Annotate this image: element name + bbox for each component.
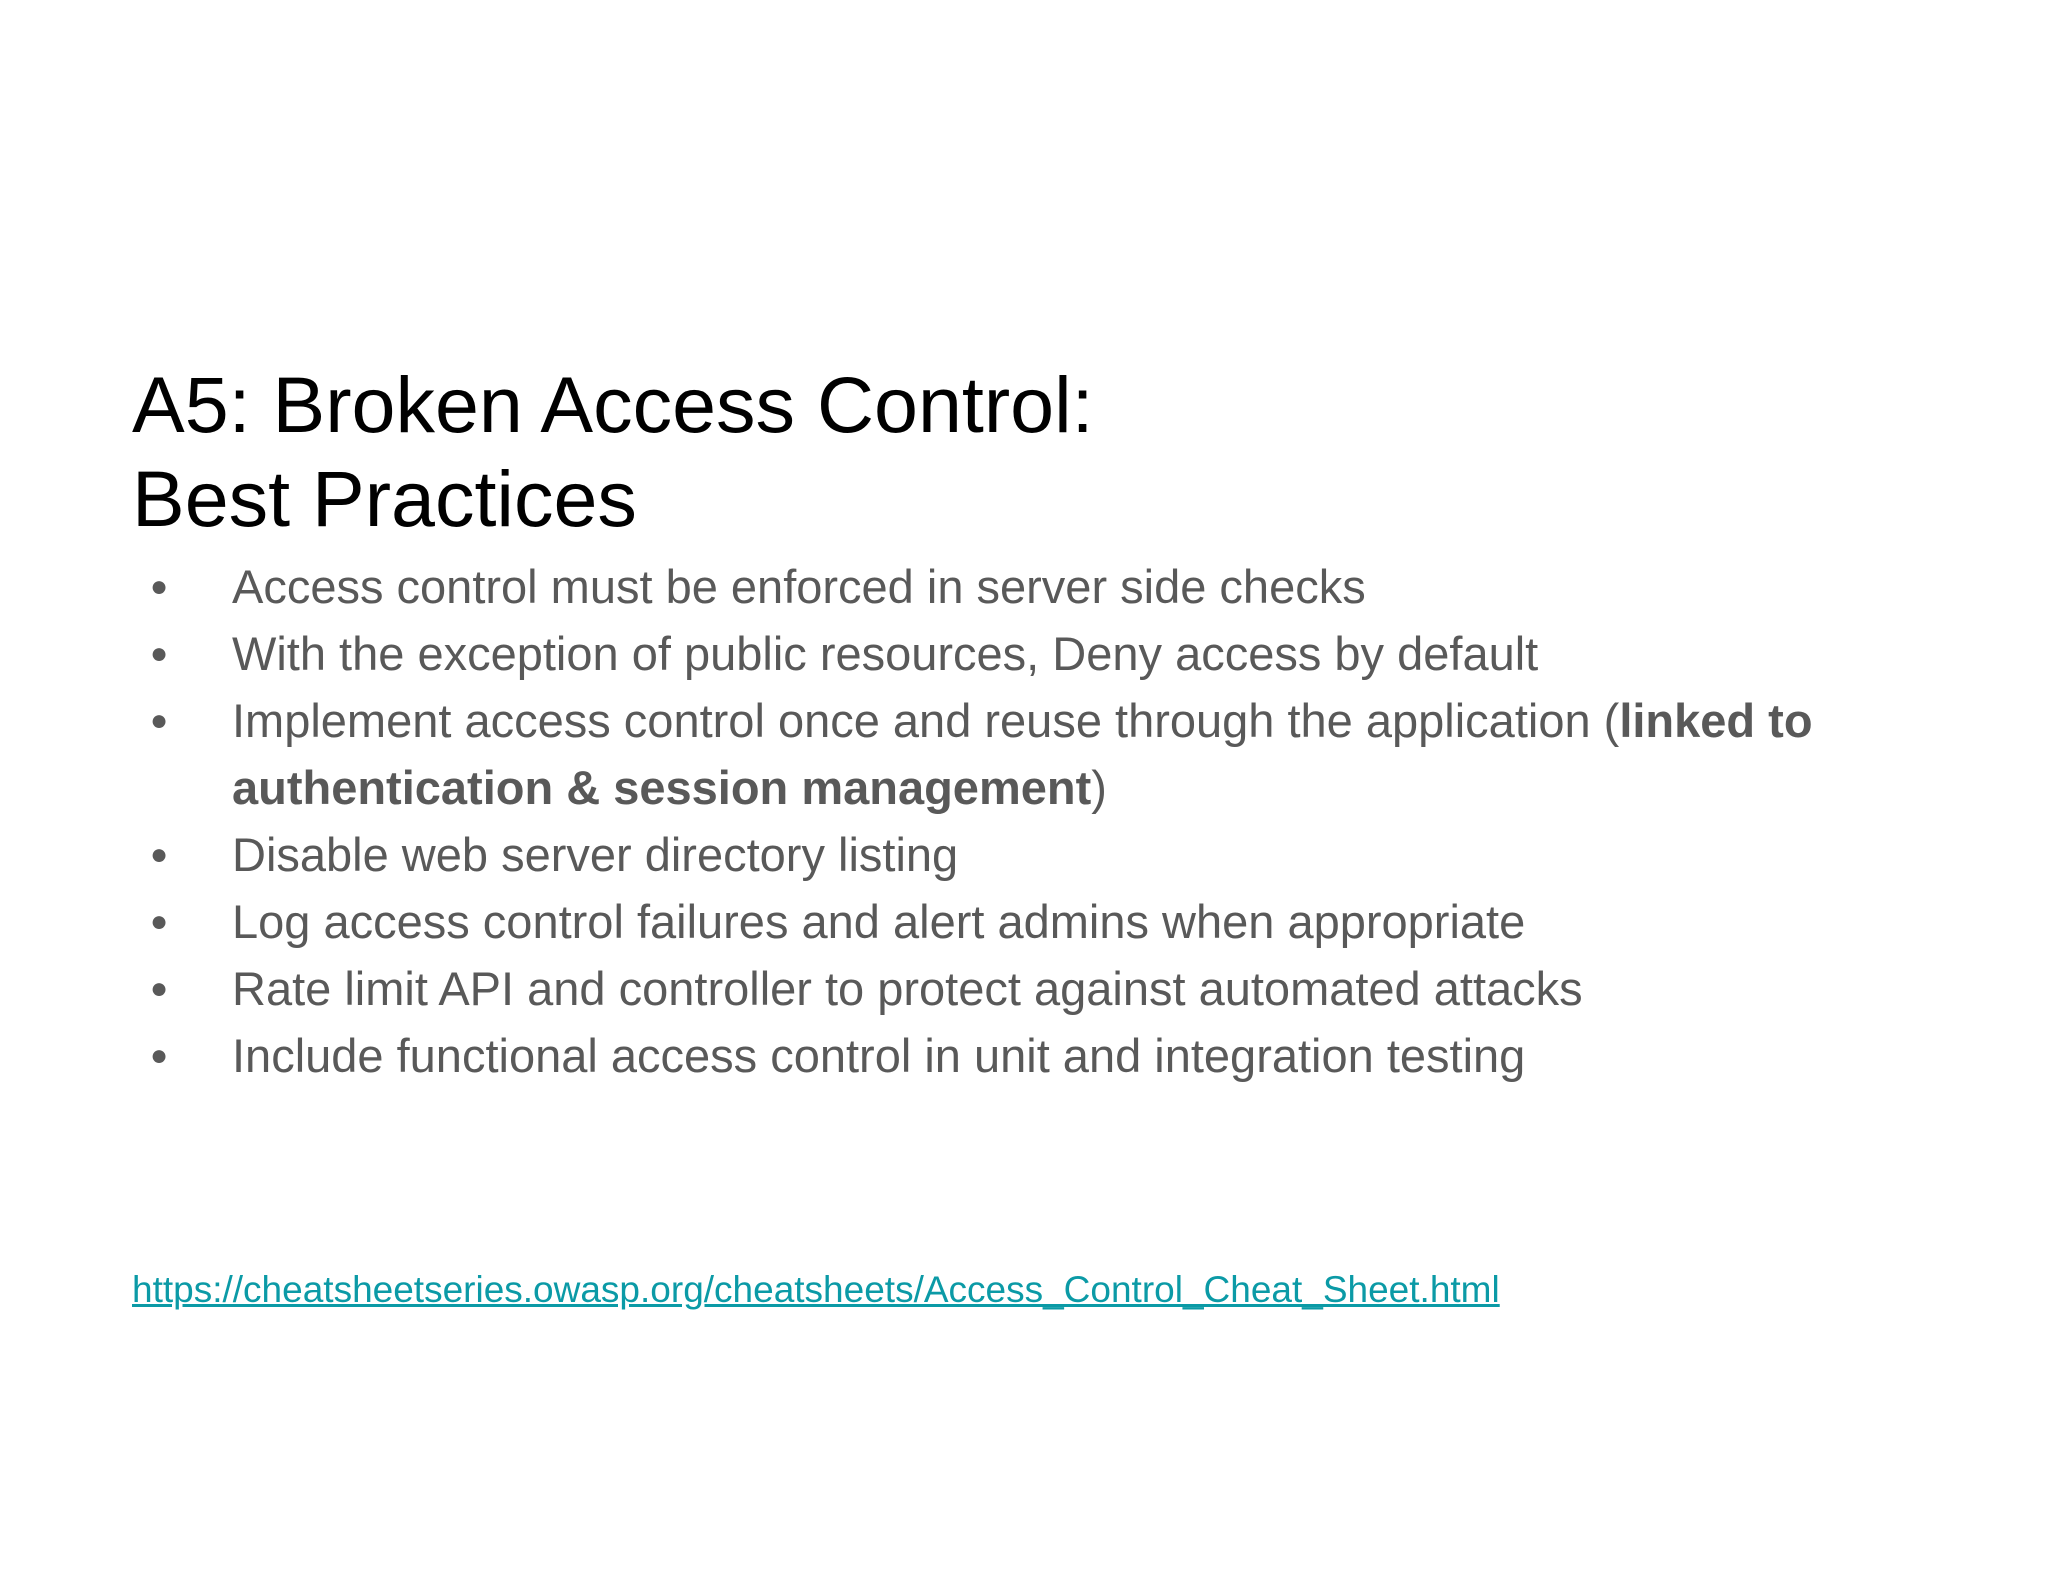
bullet-dot-icon: ● bbox=[150, 704, 169, 737]
bullet-text: Access control must be enforced in server side checks bbox=[232, 560, 1366, 613]
bullet-item bbox=[150, 620, 1950, 687]
bullet-item bbox=[150, 955, 1950, 1022]
bullet-text-bold: linked to authentication & session management bbox=[232, 694, 1813, 814]
bullet-text-end: ) bbox=[1091, 761, 1107, 814]
slide-title-line-1: A5: Broken Access Control: bbox=[132, 360, 1094, 449]
bullet-item bbox=[150, 888, 1950, 955]
slide-title bbox=[132, 358, 1094, 546]
slide-title-line-2: Best Practices bbox=[132, 454, 637, 543]
bullet-text: Rate limit API and controller to protect against automated attacks bbox=[232, 962, 1583, 1015]
bullet-item bbox=[150, 1022, 1950, 1089]
bullet-item bbox=[150, 821, 1950, 888]
bullet-dot-icon: ● bbox=[150, 570, 169, 603]
bullet-text: Implement access control once and reuse through the application ( bbox=[232, 694, 1620, 747]
bullet-text: Include functional access control in unit and integration testing bbox=[232, 1029, 1526, 1082]
bullet-dot-icon: ● bbox=[150, 838, 169, 871]
bullet-text: With the exception of public resources, Deny access by default bbox=[232, 627, 1539, 680]
bullet-dot-icon: ● bbox=[150, 972, 169, 1005]
owasp-cheatsheet-link[interactable]: https://cheatsheetseries.owasp.org/cheatsheets/Access_Control_Cheat_Sheet.html bbox=[132, 1269, 1500, 1310]
bullet-item bbox=[150, 687, 1950, 821]
bullet-item bbox=[150, 553, 1950, 620]
bullet-list bbox=[150, 553, 1950, 1089]
bullet-dot-icon: ● bbox=[150, 1039, 169, 1072]
bullet-text: Log access control failures and alert admins when appropriate bbox=[232, 895, 1526, 948]
bullet-dot-icon: ● bbox=[150, 905, 169, 938]
bullet-dot-icon: ● bbox=[150, 637, 169, 670]
bullet-text: Disable web server directory listing bbox=[232, 828, 959, 881]
